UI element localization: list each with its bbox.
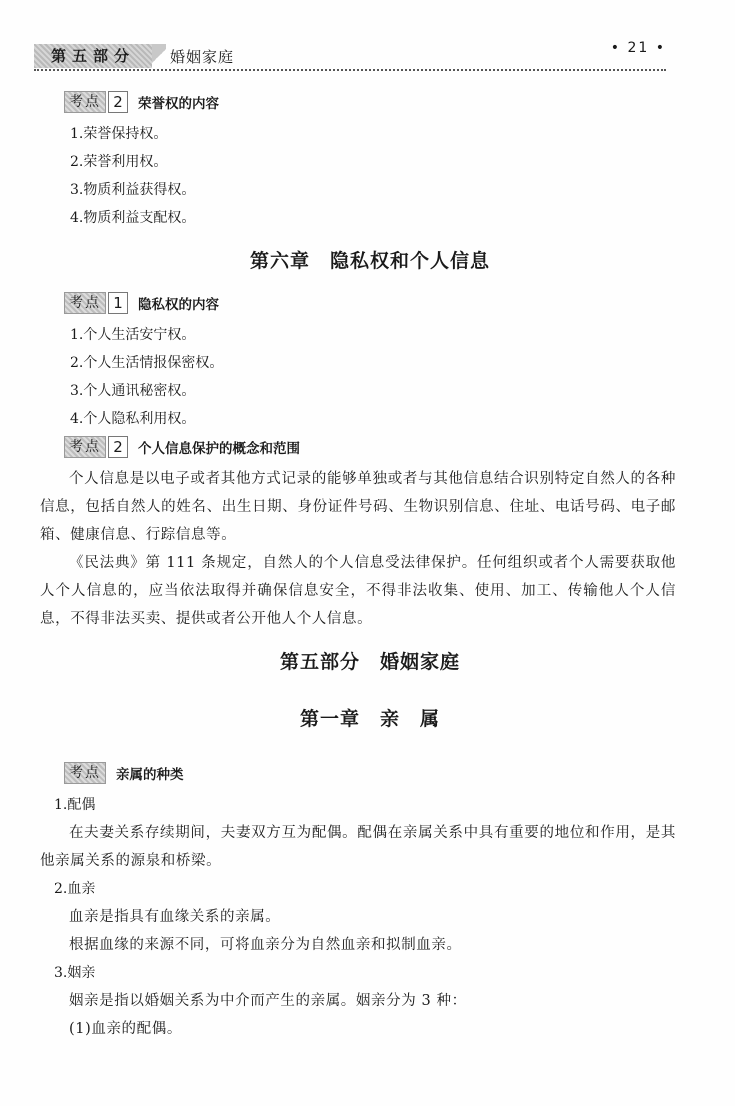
exam-point-number: 1 [108, 292, 128, 314]
exam-point-badge: 考点 [64, 292, 106, 314]
page-content [40, 90, 676, 1043]
subheading: 3.姻亲 [54, 965, 96, 981]
exam-point-title: 隐私权的内容 [138, 297, 219, 313]
exam-point-badge: 考点 [64, 762, 106, 784]
paragraph: 个人信息是以电子或者其他方式记录的能够单独或者与其他信息结合识别特定自然人的各种信息，包括自然人的姓名、出生日期、身份证件号码、生物识别信息、住址、电话号码、电子邮箱、健康信息、行踪信息等。 [40, 471, 676, 543]
exam-point-heading [64, 435, 676, 459]
exam-point-number: 2 [108, 91, 128, 113]
header-part-title: 婚姻家庭 [170, 48, 235, 66]
list-item: 3.个人通讯秘密权。 [70, 383, 196, 399]
chapter-title: 第六章 隐私权和个人信息 [249, 250, 490, 272]
paragraph: 根据血缘的来源不同，可将血亲分为自然血亲和拟制血亲。 [69, 937, 462, 953]
exam-point-heading [64, 291, 676, 315]
list-item: 4.物质利益支配权。 [70, 210, 196, 226]
exam-point-heading [64, 90, 676, 114]
part-tab: 第五部分 [34, 44, 152, 68]
list-item: 2.荣誉利用权。 [70, 154, 168, 170]
paragraph: 血亲是指具有血缘关系的亲属。 [69, 909, 281, 925]
header-divider [34, 69, 666, 71]
list-item: 3.物质利益获得权。 [70, 182, 196, 198]
exam-point-badge: 考点 [64, 91, 106, 113]
paragraph: 在夫妻关系存续期间，夫妻双方互为配偶。配偶在亲属关系中具有重要的地位和作用，是其他亲属关系的源泉和桥梁。 [40, 825, 676, 869]
part-tab-corner [152, 44, 166, 68]
exam-point-title: 荣誉权的内容 [138, 96, 219, 112]
exam-point-title: 个人信息保护的概念和范围 [138, 441, 300, 457]
page-number: • 21 • [610, 40, 666, 56]
exam-point-number: 2 [108, 436, 128, 458]
exam-point-title: 亲属的种类 [116, 767, 184, 783]
list-item: 1.个人生活安宁权。 [70, 327, 196, 343]
exam-point-badge: 考点 [64, 436, 106, 458]
subheading: 1.配偶 [54, 797, 96, 813]
chapter-title: 第一章 亲 属 [299, 708, 440, 730]
running-header [34, 40, 666, 70]
paragraph: 《民法典》第 111 条规定，自然人的个人信息受法律保护。任何组织或者个人需要获取他人个人信息的，应当依法取得并确保信息安全，不得非法收集、使用、加工、传输他人个人信息，不得非法买卖、提供或者公开他人个人信息。 [40, 555, 676, 627]
list-item: 4.个人隐私利用权。 [70, 411, 196, 427]
paragraph: (1)血亲的配偶。 [69, 1021, 182, 1037]
exam-point-heading [64, 761, 676, 785]
list-item: 2.个人生活情报保密权。 [70, 355, 224, 371]
part-title: 第五部分 婚姻家庭 [279, 651, 460, 673]
list-item: 1.荣誉保持权。 [70, 126, 168, 142]
paragraph: 姻亲是指以婚姻关系为中介而产生的亲属。姻亲分为 3 种： [69, 993, 467, 1009]
subheading: 2.血亲 [54, 881, 96, 897]
